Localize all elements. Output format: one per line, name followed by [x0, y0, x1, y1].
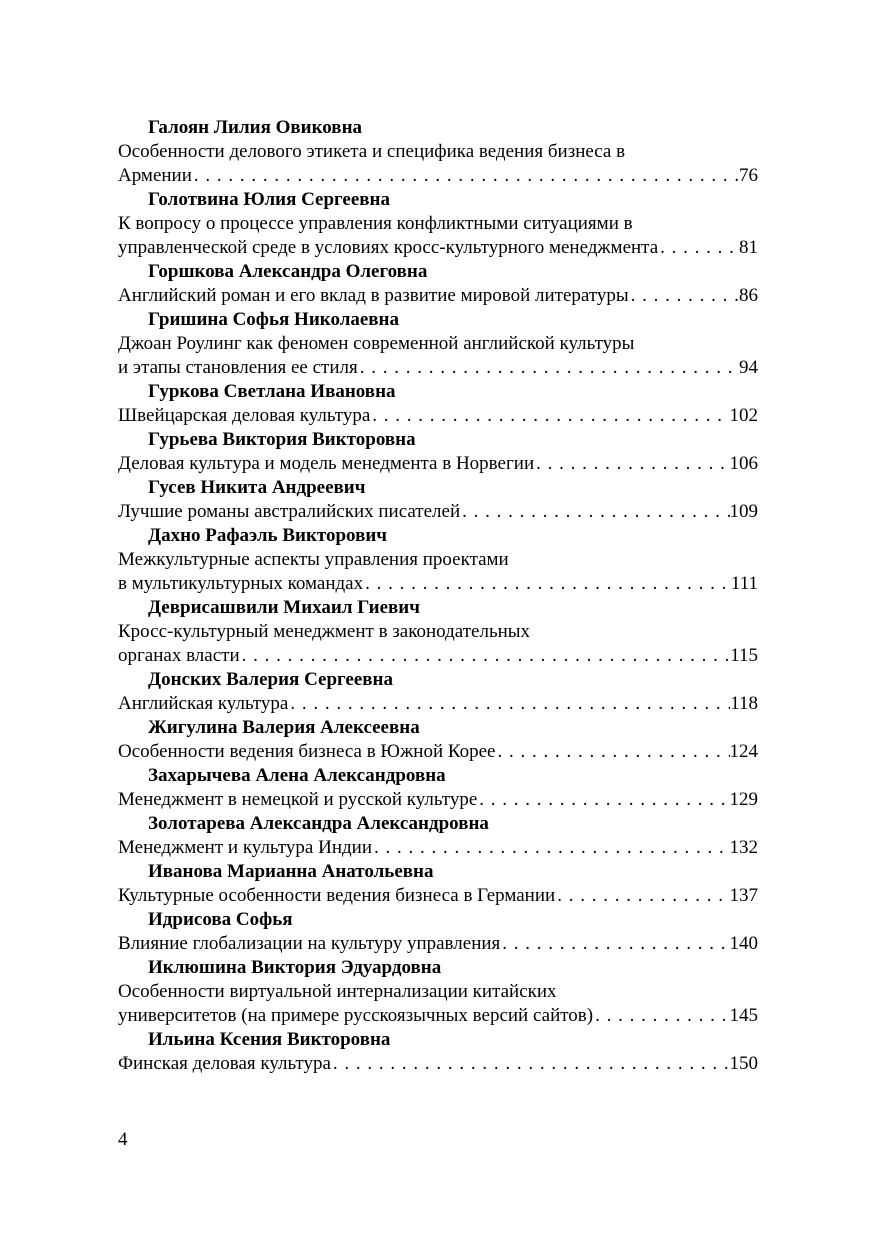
dot-leader	[192, 164, 739, 188]
toc-title-line: Влияние глобализации на культуру управления	[118, 933, 501, 954]
toc-title-line: Кросс-культурный менеджмент в законодательных	[118, 621, 531, 642]
dot-leader	[477, 788, 729, 812]
toc-page-number: 94	[739, 357, 758, 378]
toc-title-row	[118, 644, 758, 668]
dot-leader	[460, 500, 729, 524]
toc-page-number: 86	[739, 285, 758, 306]
toc-title-row	[118, 236, 758, 260]
dot-leader	[370, 404, 729, 428]
toc-title-line: Английская культура	[118, 693, 289, 714]
toc-entry	[118, 476, 758, 524]
dot-leader	[496, 740, 730, 764]
dot-leader	[363, 572, 731, 596]
toc-author: Галоян Лилия Овиковна	[148, 117, 363, 138]
toc-entry	[118, 1028, 758, 1076]
toc-title-line: Армении	[118, 165, 192, 186]
toc-title-line: Лучшие романы австралийских писателей	[118, 501, 461, 522]
toc-entry	[118, 524, 758, 596]
toc-title-line: Менеджмент и культура Индии	[118, 837, 372, 858]
toc-author: Золотарева Александра Александровна	[148, 813, 489, 834]
toc-title-row	[118, 452, 758, 476]
dot-leader	[500, 932, 729, 956]
toc-title-row	[118, 500, 758, 524]
dot-leader	[555, 884, 729, 908]
toc-page-number: 145	[729, 1005, 758, 1026]
toc-entry	[118, 116, 758, 188]
toc-entry	[118, 380, 758, 428]
dot-leader	[331, 1052, 730, 1076]
dot-leader	[593, 1004, 729, 1028]
toc-title-row	[118, 884, 758, 908]
toc-title-line: Финская деловая культура	[118, 1053, 331, 1074]
toc-page-number: 140	[729, 933, 758, 954]
toc-entry	[118, 428, 758, 476]
toc-title-line: Особенности виртуальной интернализации китайских	[118, 981, 557, 1002]
toc-page-number: 111	[730, 573, 758, 594]
toc-title-line: Английский роман и его вклад в развитие мировой литературы	[118, 285, 629, 306]
toc-entry	[118, 596, 758, 668]
toc-title-line: Деловая культура и модель менедмента в Норвегии	[118, 453, 535, 474]
toc-title-line: К вопросу о процессе управления конфликтными ситуациями в	[118, 213, 633, 234]
toc-title-line: Межкультурные аспекты управления проектами	[118, 549, 509, 570]
toc-page-number: 132	[729, 837, 758, 858]
toc-title-line: Особенности делового этикета и специфика ведения бизнеса в	[118, 141, 626, 162]
toc-title-row	[118, 404, 758, 428]
toc-title-row	[118, 1004, 758, 1028]
toc-title-line: управленческой среде в условиях кросс-культурного менеджмента	[118, 237, 659, 258]
toc-entry	[118, 956, 758, 1028]
toc-author: Гуркова Светлана Ивановна	[148, 381, 396, 402]
toc-title-line: Особенности ведения бизнеса в Южной Корее	[118, 741, 496, 762]
toc-title-line: Менеджмент в немецкой и русской культуре	[118, 789, 478, 810]
dot-leader	[358, 356, 739, 380]
toc-entry	[118, 812, 758, 860]
toc-entry	[118, 716, 758, 764]
toc-author: Донских Валерия Сергеевна	[148, 669, 393, 690]
toc-author: Захарычева Алена Александровна	[148, 765, 446, 786]
toc-title-row	[118, 1052, 758, 1076]
toc-author: Гришина Софья Николаевна	[148, 309, 400, 330]
dot-leader	[658, 236, 739, 260]
toc-title-row	[118, 284, 758, 308]
toc-title-row	[118, 164, 758, 188]
toc-entry	[118, 908, 758, 956]
toc-page-number: 129	[729, 789, 758, 810]
toc-page-number: 102	[729, 405, 758, 426]
table-of-contents	[118, 116, 758, 1076]
toc-author: Идрисова Софья	[148, 909, 293, 930]
toc-title-line: и этапы становления ее стиля	[118, 357, 358, 378]
page-number: 4	[118, 1129, 128, 1150]
toc-author: Деврисашвили Михаил Гиевич	[148, 597, 420, 618]
toc-author: Гурьева Виктория Викторовна	[148, 429, 416, 450]
toc-author: Горшкова Александра Олеговна	[148, 261, 428, 282]
toc-title-row	[118, 692, 758, 716]
toc-title-line: Джоан Роулинг как феномен современной английской культуры	[118, 333, 635, 354]
toc-author: Иванова Марианна Анатольевна	[148, 861, 434, 882]
toc-page-number: 118	[730, 693, 758, 714]
toc-page-number: 106	[729, 453, 758, 474]
toc-title-line: университетов (на примере русскоязычных версий сайтов)	[118, 1005, 594, 1026]
toc-page-number: 124	[729, 741, 758, 762]
toc-title-line: в мультикультурных командах	[118, 573, 364, 594]
toc-title-row	[118, 572, 758, 596]
toc-author: Жигулина Валерия Алексеевна	[148, 717, 420, 738]
dot-leader	[534, 452, 729, 476]
toc-title-row	[118, 788, 758, 812]
toc-entry	[118, 764, 758, 812]
toc-title-row	[118, 932, 758, 956]
dot-leader	[240, 644, 731, 668]
toc-author: Голотвина Юлия Сергеевна	[148, 189, 390, 210]
toc-title-row	[118, 740, 758, 764]
toc-page-number: 76	[739, 165, 758, 186]
toc-page-number: 137	[729, 885, 758, 906]
toc-entry	[118, 308, 758, 380]
toc-title-row	[118, 836, 758, 860]
toc-entry	[118, 188, 758, 260]
toc-entry	[118, 860, 758, 908]
toc-page-number: 115	[730, 645, 758, 666]
toc-author: Ильина Ксения Викторовна	[148, 1029, 391, 1050]
dot-leader	[372, 836, 730, 860]
toc-entry	[118, 260, 758, 308]
toc-title-row	[118, 356, 758, 380]
toc-page-number: 109	[729, 501, 758, 522]
dot-leader	[288, 692, 730, 716]
toc-title-line: Культурные особенности ведения бизнеса в Германии	[118, 885, 556, 906]
toc-title-line: Швейцарская деловая культура	[118, 405, 371, 426]
toc-author: Дахно Рафаэль Викторович	[148, 525, 388, 546]
toc-title-line: органах власти	[118, 645, 240, 666]
toc-author: Иклюшина Виктория Эдуардовна	[148, 957, 442, 978]
toc-page-number: 150	[729, 1053, 758, 1074]
dot-leader	[629, 284, 739, 308]
toc-author: Гусев Никита Андреевич	[148, 477, 366, 498]
toc-entry	[118, 668, 758, 716]
toc-page-number: 81	[739, 237, 758, 258]
